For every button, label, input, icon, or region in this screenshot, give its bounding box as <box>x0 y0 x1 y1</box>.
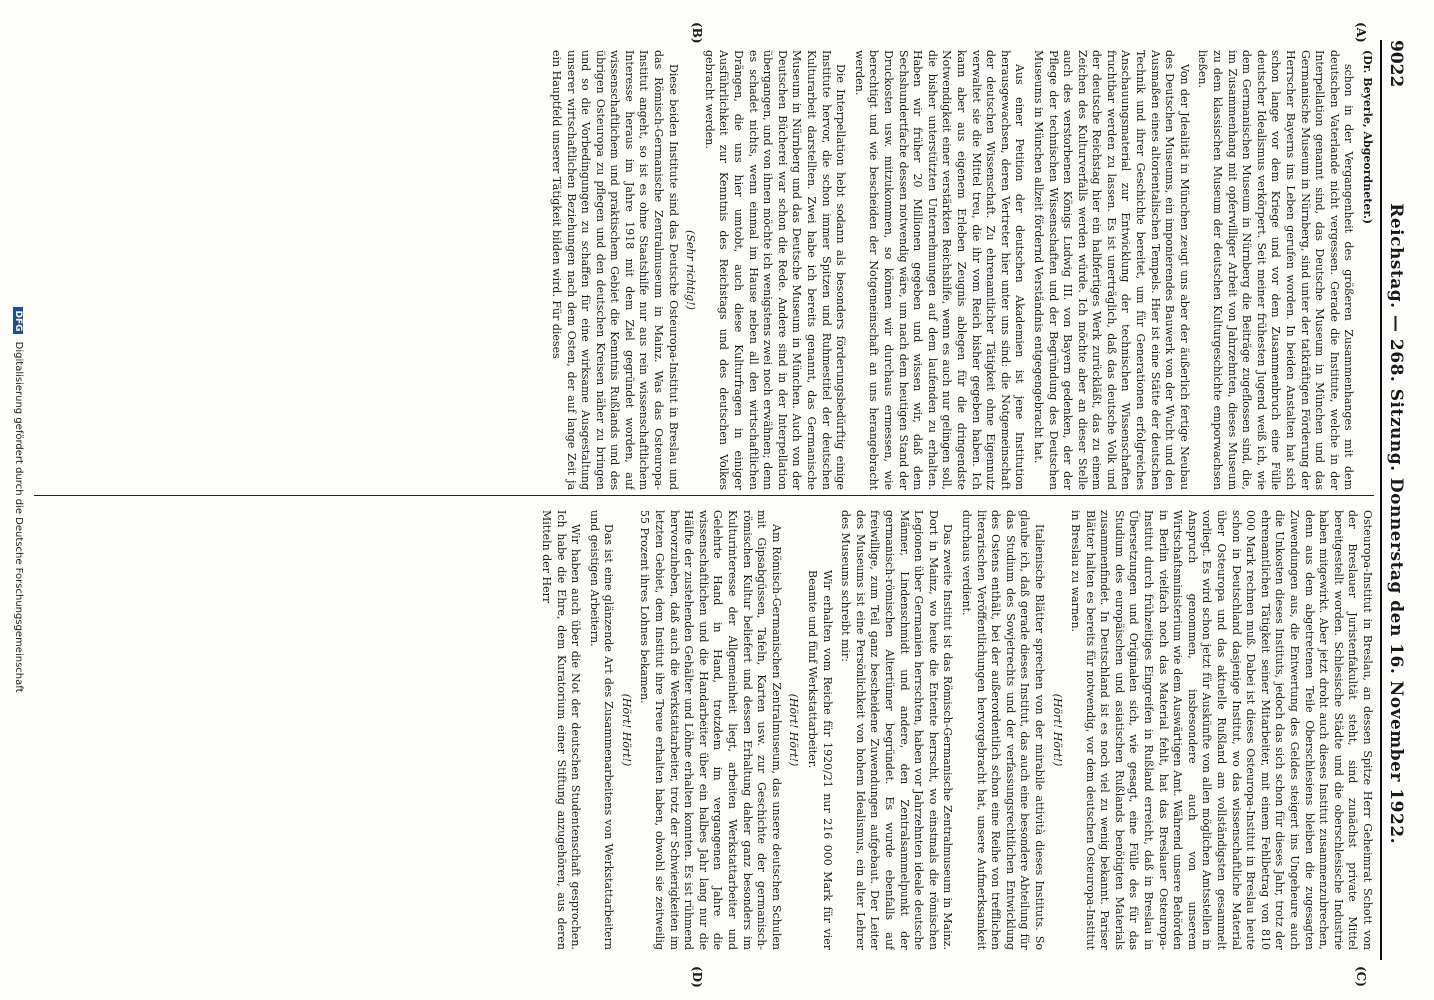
paragraph: Am Römisch-Germanischen Zentralmuseum, das unsere deutschen Schulen mit Gipsabgüssen, Tafeln, Karten usw. zur Geschichte der germanisch-römischen Kultur beliefert und dessen Erhaltung daher ganz besonders im Kulturinteresse der Allgemeinheit liegt, arbeiten Werkstattarbeiter und Gelehrte Hand in Hand, trotzdem im vergangenen Jahre die wissenschaftlichen und die Handarbeiter über ein halbes Jahr lang nur die Hälfte der zustehenden Gehälter und Löhne erhalten konnten. Es ist rühmend hervorzuheben, daß auch die Werkstattarbeiter, trotz der Schwierigkeiten im letzten Gebiet, dem Institut ihre Treue erhalten haben, obwohl sie zeitweilig 55 Prozent ihres Lohnes bekamen. <box>638 510 783 950</box>
paragraph: Osteuropa-Institut in Breslau, an dessen Spitze Herr Geheimrat Schott von der Breslauer Juristenfakultät steht, sind zunächst private Mittel bereitgestellt worden. Schlesische Städte und die oberschlesische Industrie haben mitgewirkt. Aber jetzt droht auch dieses Institut zusammenzubrechen, denn aus dem abgetretenen Teile Oberschlesiens bleiben die zugesagten Zuwendungen aus, die Entwertung des Geldes steigert ins Ungeheure auch die Unkosten dieses Instituts, jedoch das sich schon für dieses Jahr, trotz der ehrenamtlichen Tätigkeit seiner Mitarbeiter, mit einem Fehlbetrag von 810 000 Mark rechnen muß. Dabei ist dieses Osteuropa-Institut in Breslau heute schon in Deutschland dasjenige Institut, wo das wissenschaftliche Material über Osteuropa und das aktuelle Rußland am vollständigsten gesammelt vorliegt. Es wird schon jetzt für Auskünfte von allen möglichen Amtsstellen in Anspruch genommen, insbesondere auch von unserem Wirtschaftsministerium wie dem Auswärtigen Amt. Während unsere Behörden in Berlin vielfach noch das Material fehlt, hat das Breslauer Osteuropa-Institut durch frühzeitiges Eingreifen in Rußland erreicht, daß in Breslau in Übersetzungen und Originalen sich, wie gesagt, eine Fülle des für das Studium des europäischen und asiatischen Rußlands benötigten Materials zusammenfindet. In Deutschland ist es noch viel zu wenig bekannt. Pariser Blätter halten es bereits für notwendig, vor dem deutschen Osteuropa-Institut in Breslau zu warnen. <box>1069 510 1374 950</box>
page-number: 9022 <box>1386 40 1406 88</box>
paragraph: Von der Jdealität in München zeugt uns aber der äußerlich fertige Neubau des Deutschen Museums, ein imponierendes Bauwerk von der Wucht und den Ausmaßen eines altorientalischen Tempels. Hier ist eine Stätte der deutschen Technik und ihrer Geschichte bereitet, um für Generationen erfolgreiches Anschauungsmaterial zur Entwicklung der technischen Wissenschaften fruchtbar werden zu lassen. Es ist unerträglich, daß das deutsche Volk und der deutsche Reichstag hier ein halbfertiges Werk zurückläßt, das zu einem Zeichen des Kulturverfalls werden würde. Ich möchte aber an dieser Stelle auch des verstorbenen Königs Ludwig III. von Bayern gedenken, der der Pflege der technischen Wissenschaften und der Begründung des Deutschen Museums in München allzeit fördernd Verständnis entgegengebracht hat. <box>1031 50 1191 490</box>
dfg-logo: DFG <box>13 307 23 334</box>
column-divider <box>34 495 1374 496</box>
paragraph: Die Interpellation hebt sodann als besonders förderungsbedürftig einige Institute hervor, die schon immer Spitzen und Ruhmestitel der deutschen Kulturarbeit darstellten. Zwei habe ich bereits genannt, das Germanische Museum in Nürnberg und das Deutsche Museum in München. Auch von der Deutschen Bücherei war schon die Rede. Andere sind in der Interpellation übergangen, und von ihnen möchte ich wenigstens zwei noch erwähnen; denn es schadet nichts, wenn einmal im Hause neben all den wirtschaftlichen Drängen, die uns hier umtobt, auch diese Kulturfragen in einiger Ausführlichkeit zur Kenntnis des Reichstags und des deutschen Volkes gebracht werden. <box>702 50 848 490</box>
interjection: (Hört! Hört!) <box>619 693 633 767</box>
margin-marker-a: (A) <box>1354 22 1368 43</box>
margin-marker-c: (C) <box>1354 966 1368 987</box>
page-header <box>1380 40 1410 960</box>
speaker-label: (Dr. Beyerle, Abgeordneter.) <box>1361 50 1374 225</box>
paragraph: Italienische Blätter sprechen von der mirabile attività dieses Instituts. So glaube ich, daß gerade dieses Institut, das auch eine besondere Abteilung für das Studium des Sowjetrechts und der verfassungsrechtlichen Entwicklung des Ostens enthält, bei der außerordentlich schon eine Reihe von trefflichen literarischen Veröffentlichungen hervorgebracht hat, unsere Aufmerksamkeit durchaus verdient. <box>959 510 1046 950</box>
paragraph: Das ist eine glänzende Art des Zusammenarbeitens von Werkstattarbeitern und geistigen Arbeitern. <box>587 510 616 950</box>
paragraph: schon in der Vergangenheit des größeren Zusammenhanges mit dem deutschen Vaterlande nicht vergessen. Gerade die Institute, welche in der Interpellation genannt sind, das Deutsche Museum in München und das Germanische Museum in Nürnberg, sind unter der tatkräftigen Förderung der Herrscher Bayerns ins Leben gerufen worden. In beiden Anstalten hat sich schon lange vor dem Kriege und vor dem Zusammenbruch eine Fülle deutscher Idealismus verkörpert. Seit meiner frühesten Jugend weiß ich, wie dem Germanischen Museum in Nürnberg die Beiträge zugeflossen sind, die, im Zusammenhang mit opferwilliger Arbeit von Jahrzehnten, dieses Museum zu dem klassischen Museum der deutschen Kulturgeschichte emporwachsen ließen. <box>1196 50 1356 490</box>
quotation: Wir erhalten vom Reiche für 1920/21 nur 216 000 Mark für vier Beamte und fünf Werkstattarbeiter. <box>806 570 834 950</box>
margin-marker-b: (B) <box>690 22 704 44</box>
left-column <box>34 50 1374 490</box>
paragraph: Das zweite Institut ist das Römisch-Germanische Zentralmuseum in Mainz. Dort in Mainz, wo heute die Entente herrscht, wo einstmals die römischen Legionen über Germanien herrschten, haben vor Jahrzehnten ideale deutsche Männer, Lindenschmidt und andere, den Zentralsammelpunkt der germanisch-römischen Altertümer begründet. Es wurde ebenfalls auf freiwillige, zum Teil ganz bescheidene Zuwendungen aufgebaut. Der Leiter des Museums ist eine Persönlichkeit von hohem Idealismus, ein alter Lehrer des Museums schreibt mir: <box>839 510 955 950</box>
credit-text: Digitalisierung gefördert durch die Deutsche Forschungsgemeinschaft <box>13 341 24 693</box>
interjection: (Hört! Hört!) <box>1050 693 1064 767</box>
right-column <box>34 510 1374 950</box>
paragraph: Wir haben auch über die Not der deutschen Studentenschaft gesprochen. Ich habe die Ehre, dem Kuratorium einer Stiftung anzugehören, aus deren Mitteln der Herr <box>539 510 583 950</box>
digitization-credit <box>13 0 24 1000</box>
paragraph: Aus einer Petition der deutschen Akademien ist jene Institution herausgewachsen, deren Vertreter hier unter uns sind: die Notgemeinschaft der deutschen Wissenschaft. Zu ehrenamtlicher Tätigkeit ohne Eigennutz verwaltet sie die Mittel treu, die ihr vom Reich bisher gegeben haben. Ich kann aber aus eigenem Erleben Zeugnis ablegen für die dringendste Notwendigkeit einer verstärkten Reichshilfe, wenn es auch nur gelingen soll, die bisher unterstützten Unternehmungen auf dem laufenden zu erhalten. Haben wir früher 20 Millionen gegeben und wissen wir, daß dem Sechshundertfache dessen notwendig wäre, um nach dem heutigen Stand der Druckosten usw. mitzukommen, so können wir durchaus ermessen, wie berechtigt und wie bescheiden der Notgemeinschaft an uns herangebracht werden. <box>852 50 1027 490</box>
margin-marker-d: (D) <box>690 966 704 988</box>
page-title: Reichstag. — 268. Sitzung. Donnerstag den 16. November 1922. <box>1386 203 1406 845</box>
interjection: (Hört! Hört!) <box>787 693 801 767</box>
paragraph: Diese beiden Institute sind das Deutsche Osteuropa-Institut in Breslau und das Römisch-Germanische Zentralmuseum in Mainz. Was das Osteuropa-Institut angeht, so ist es ohne Staatshilfe nur aus rein wissenschaftlichem Interesse heraus im Jahre 1918 mit dem Ziel gegründet worden, auf wissenschaftlichem und praktischem Gebiet die Kenntnis Rußlands und des übrigen Osteuropa zu pflegen und den deutschen Kreisen näher zu bringen und so die Vorbedingungen zu schaffen für eine wirksame Ausgestaltung unserer wirtschaftlichen Beziehungen nach dem Osten, der auf lange Zeit ja ein Hauptfeld unserer Tätigkeit bilden wird. Für dieses <box>549 50 680 490</box>
interjection: (Sehr richtig!) <box>684 230 698 310</box>
